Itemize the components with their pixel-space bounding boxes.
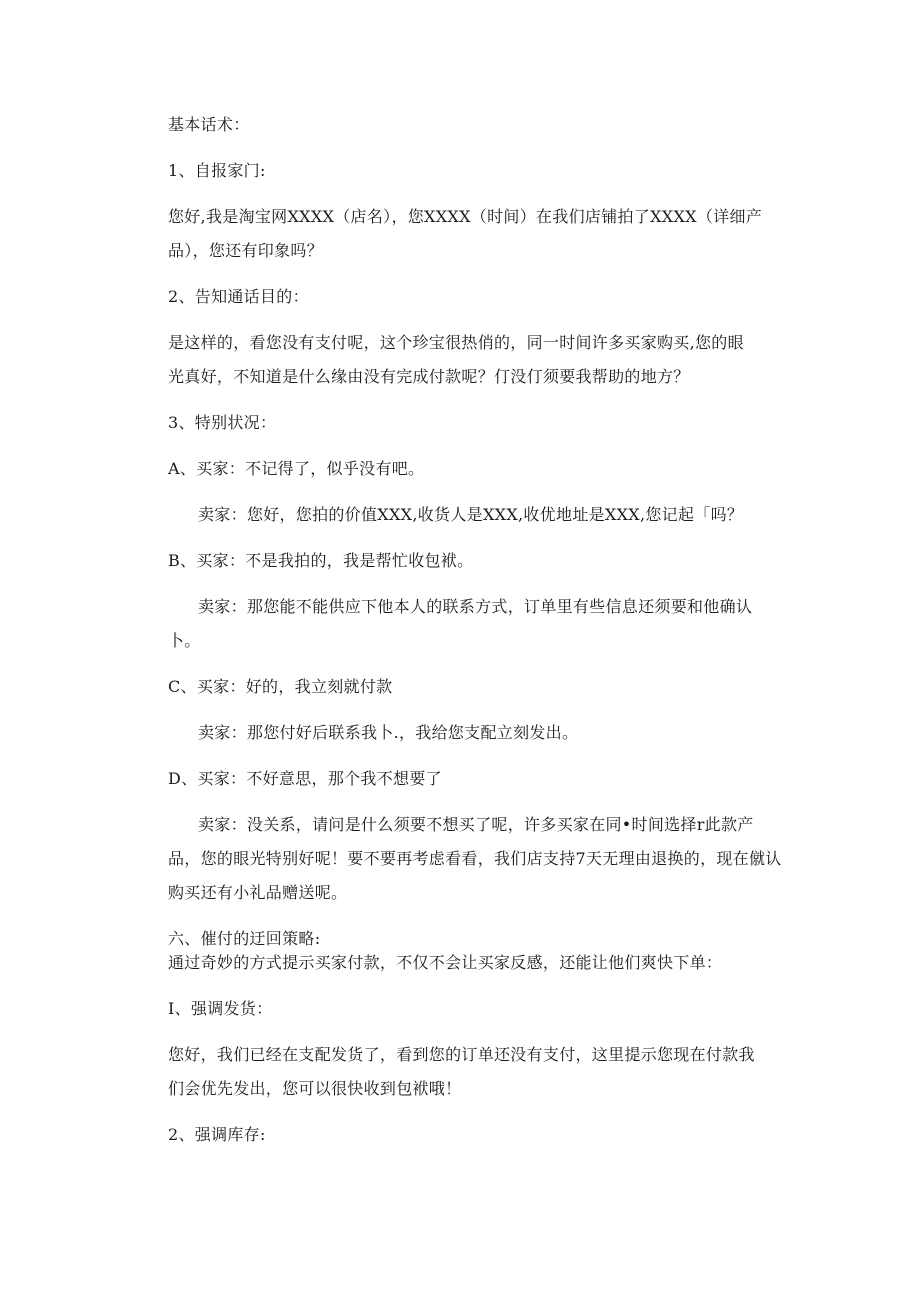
case-a-seller: 卖家：您好，您拍的价值XXX,收货人是XXX,收优地址是XXX,您记起「吗？ [198, 505, 744, 524]
case-c-buyer: C、买家：好的，我立刻就付款 [168, 677, 393, 696]
case-c-seller: 卖家：那您付好后联系我卜.，我给您支配立刻发出。 [198, 723, 579, 742]
strategy-i-paragraph-line-1: 您好，我们已经在支配发货了，看到您的订单还没有支付，这里提示您现在付款我 [168, 1045, 755, 1064]
section-1-title: 1、自报家门: [168, 161, 266, 180]
strategy-2-title: 2、强调库存: [168, 1125, 266, 1144]
case-a-buyer: A、买家：不记得了，似乎没有吧。 [168, 459, 425, 478]
section-1-paragraph-line-2: 品），您还有印象吗？ [168, 241, 324, 260]
section-3-title: 3、特别状况： [168, 413, 277, 432]
section-1-paragraph-line-1: 您好,我是淘宝网XXXX（店名），您XXXX（时间）在我们店铺拍了XXXX（详细产 [168, 207, 763, 226]
strategy-i-paragraph-line-2: 们会优先发出，您可以很快收到包袱哦！ [168, 1079, 462, 1098]
section-six-title: 六、催付的迂回策略: [168, 929, 321, 948]
section-six-intro: 通过奇妙的方式提示买家付款，不仅不会让买家反感，还能让他们爽快下单： [168, 953, 723, 972]
section-2-paragraph-line-1: 是这样的，看您没有支付呢，这个珍宝很热俏的，同一时间许多买家购买,您的眼 [168, 333, 744, 352]
case-d-seller-line-1: 卖家：没关系，请问是什么须要不想买了呢，许多买家在同•时间选择r此款产 [198, 815, 754, 834]
case-d-seller-line-3: 购买还有小礼品赠送呢。 [168, 883, 348, 902]
strategy-i-title: I、强调发货： [168, 999, 273, 1018]
case-d-buyer: D、买家：不好意思，那个我不想要了 [168, 769, 442, 788]
section-2-paragraph-line-2: 光真好，不知道是什么缘由没有完成付款呢？仃没仃须要我帮助的地方？ [168, 367, 690, 386]
section-2-title: 2、告知通话目的： [168, 287, 309, 306]
case-b-buyer: B、买家：不是我拍的，我是帮忙收包袱。 [168, 551, 474, 570]
case-b-seller-line-2: 卜。 [168, 631, 201, 650]
heading-basic-scripts: 基本话术： [168, 115, 250, 134]
case-d-seller-line-2: 品，您的眼光特别好呢！要不要再考虑看看，我们店支持7天无理由退换的，现在僦认 [168, 849, 782, 868]
case-b-seller-line-1: 卖家：那您能不能供应下他本人的联系方式，订单里有些信息还须要和他确认 [198, 597, 753, 616]
